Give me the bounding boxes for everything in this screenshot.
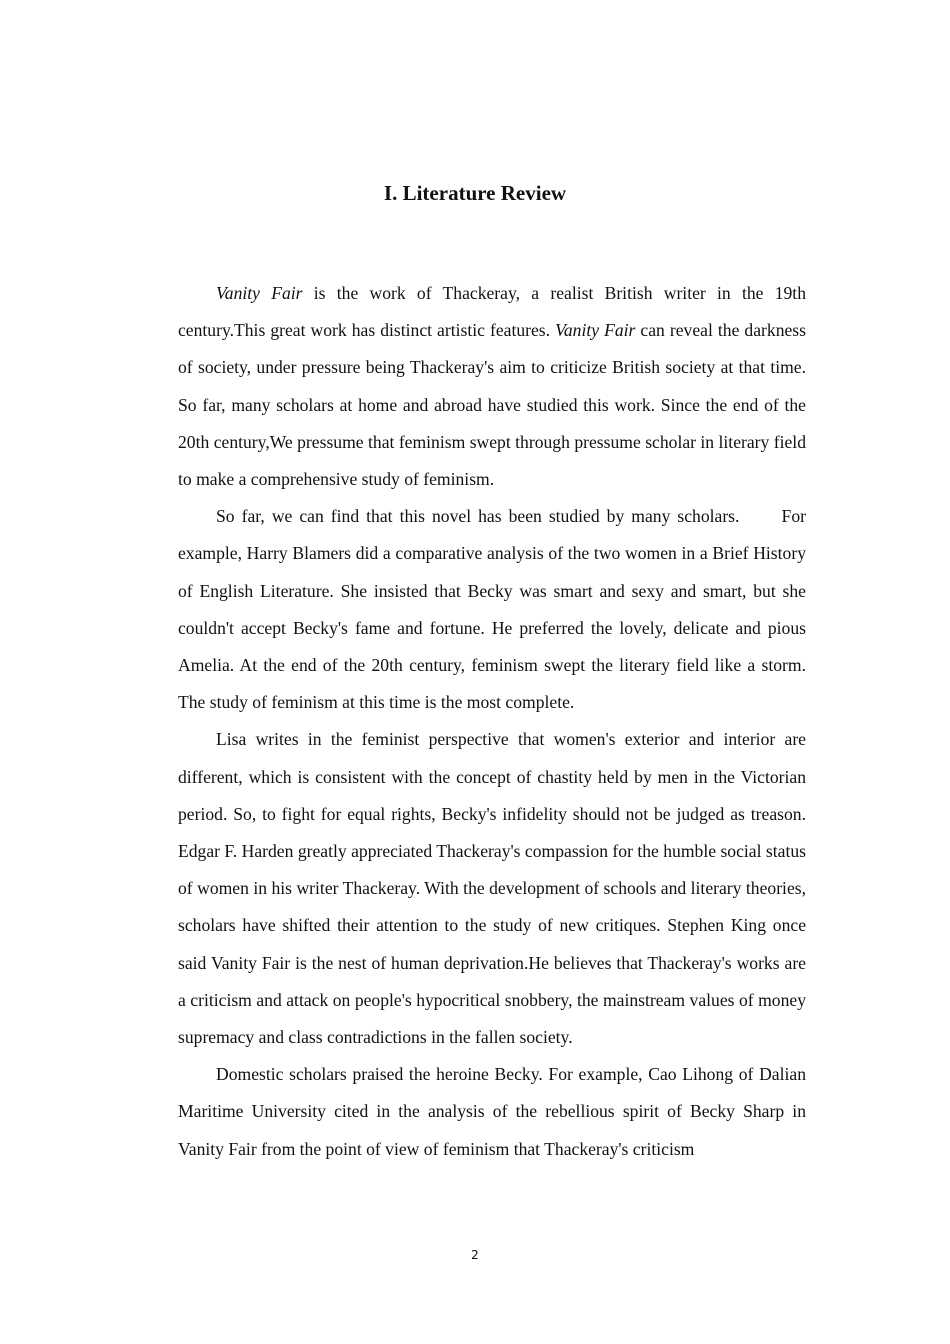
body-text [178,275,811,1168]
book-title: Vanity Fair [216,283,303,303]
paragraph-1-text-a: is the work of Thackeray, a realist British writer in the 19th century.This great work has distinct artistic features. [178,283,806,341]
paragraph-1 [178,275,806,498]
paragraph-4: Domestic scholars praised the heroine Becky. For example, Cao Lihong of Dalian Maritime University cited in the analysis of the rebellious spirit of Becky Sharp in Vanity Fair from the point of view of feminism that Thackeray's criticism [178,1064,806,1159]
paragraph-3: Lisa writes in the feminist perspective that women's exterior and interior are different, which is consistent with the concept of chastity held by men in the Victorian period. So, to fight for equal rights, Becky's infidelity should not be judged as treason. Edgar F. Harden greatly appreciated Thackeray's compassion for the humble social status of women in his writer Thackeray. With the development of schools and literary theories, scholars have shifted their attention to the study of new critiques. Stephen King once said Vanity Fair is the nest of human deprivation.He believes that Thackeray's works are a criticism and attack on people's hypocritical snobbery, the mainstream values of money supremacy and class contradictions in the fallen society. [178,729,806,1048]
section-heading: I. Literature Review [383,181,567,205]
book-title: Vanity Fair [555,320,636,341]
paragraph-2: So far, we can find that this novel has been studied by many scholars. For example, Harry Blamers did a comparative analysis of the two women in a Brief History of English Literature. She insisted that Becky was smart and sexy and smart, but she couldn't accept Becky's fame and fortune. He preferred the lovely, delicate and pious Amelia. At the end of the 20th century, feminism swept the literary field like a storm. The study of feminism at this time is the most complete. [178,506,811,713]
page-number: 2 [471,1248,479,1262]
paragraph-1-text-b: can reveal the darkness of society, under pressure being Thackeray's aim to criticize British society at that time. So far, many scholars at home and abroad have studied this work. Since the end of the 20th century,We pressume that feminism swept through pressume scholar in literary field to make a comprehensive study of feminism. [178,320,806,490]
